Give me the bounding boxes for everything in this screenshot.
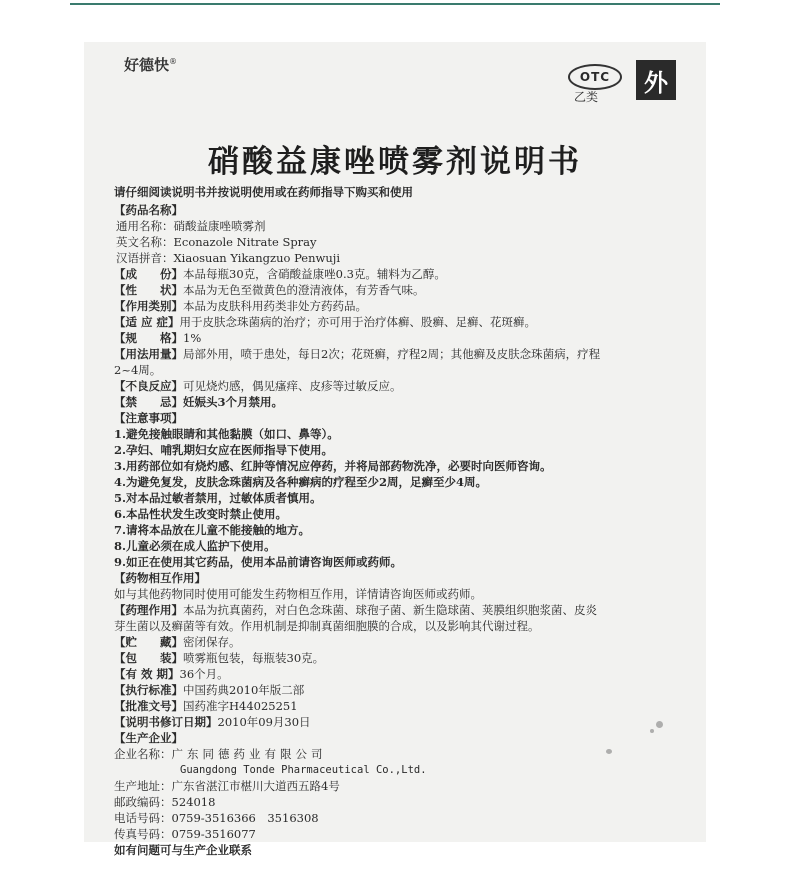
section-header-manufacturer: 【生产企业】 (114, 731, 183, 745)
storage: 【贮 藏】密闭保存。 (114, 635, 241, 649)
top-divider-line (70, 3, 720, 5)
standard: 【执行标准】中国药典2010年版二部 (114, 683, 305, 697)
precaution-item: 7.请将本品放在儿童不能接触的地方。 (114, 523, 311, 537)
generic-name: 通用名称：硝酸益康唑喷雾剂 (116, 219, 266, 233)
otc-badge: OTC (568, 64, 622, 90)
manufacturer-fax: 传真号码：0759-3516077 (114, 827, 256, 841)
category: 【作用类别】本品为皮肤科用药类非处方药药品。 (114, 299, 367, 313)
composition: 【成 份】本品每瓶30克，含硝酸益康唑0.3克。辅料为乙醇。 (114, 267, 446, 281)
reading-warning: 请仔细阅读说明书并按说明使用或在药师指导下购买和使用 (114, 185, 413, 199)
precaution-item: 2.孕妇、哺乳期妇女应在医师指导下使用。 (114, 443, 334, 457)
pharmacology: 【药理作用】本品为抗真菌药，对白色念珠菌、球孢子菌、新生隐球菌、荚膜组织胞浆菌、皮炎 (114, 603, 597, 617)
contraindications: 【禁 忌】妊娠头3个月禁用。 (114, 395, 284, 409)
section-header-precautions: 【注意事项】 (114, 411, 183, 425)
english-name: 英文名称：Econazole Nitrate Spray (116, 235, 317, 249)
revision-date: 【说明书修订日期】2010年09月30日 (114, 715, 311, 729)
precaution-item: 4.为避免复发，皮肤念珠菌病及各种癣病的疗程至少2周，足癣至少4周。 (114, 475, 488, 489)
external-use-badge: 外 (636, 60, 676, 100)
adverse-reactions: 【不良反应】可见烧灼感，偶见瘙痒、皮疹等过敏反应。 (114, 379, 402, 393)
manufacturer-phone: 电话号码：0759-3516366 3516308 (114, 811, 319, 825)
approval-number: 【批准文号】国药准字H44025251 (114, 699, 298, 713)
leaflet-body (114, 202, 694, 858)
section-header-interactions: 【药物相互作用】 (114, 571, 206, 585)
precaution-item: 1.避免接触眼睛和其他黏膜（如口、鼻等）。 (114, 427, 339, 441)
precaution-item: 8.儿童必须在成人监护下使用。 (114, 539, 276, 553)
pharmacology-cont: 芽生菌以及癣菌等有效。作用机制是抑制真菌细胞膜的合成，以及影响其代谢过程。 (114, 619, 540, 633)
otc-class-label: 乙类 (574, 90, 599, 104)
usage-dosage-cont: 2~4周。 (114, 363, 162, 377)
ink-blot (606, 749, 612, 754)
indications: 【适 应 症】用于皮肤念珠菌病的治疗；亦可用于治疗体癣、股癣、足癣、花斑癣。 (114, 315, 537, 329)
brand-logo: 好德快® (124, 56, 178, 74)
pinyin-name: 汉语拼音：Xiaosuan Yikangzuo Penwuji (116, 251, 341, 265)
page-title: 硝酸益康唑喷雾剂说明书 (208, 144, 582, 180)
ink-blot (650, 729, 654, 733)
precaution-item: 5.对本品过敏者禁用，过敏体质者慎用。 (114, 491, 322, 505)
manufacturer-address: 生产地址：广东省湛江市椹川大道西五路4号 (114, 779, 340, 793)
package: 【包 装】喷雾瓶包装，每瓶装30克。 (114, 651, 325, 665)
manufacturer-postcode: 邮政编码：524018 (114, 795, 216, 809)
footer-note: 如有问题可与生产企业联系 (114, 843, 252, 857)
section-header-drug-name: 【药品名称】 (114, 203, 183, 217)
validity: 【有 效 期】36个月。 (114, 667, 229, 681)
precaution-item: 9.如正在使用其它药品，使用本品前请咨询医师或药师。 (114, 555, 403, 569)
ink-blot (656, 721, 663, 728)
leaflet-paper (84, 42, 706, 857)
precaution-item: 6.本品性状发生改变时禁止使用。 (114, 507, 288, 521)
character: 【性 状】本品为无色至微黄色的澄清液体，有芳香气味。 (114, 283, 425, 297)
manufacturer-name: 企业名称：广东同德药业有限公司 (114, 747, 327, 761)
manufacturer-name-en: Guangdong Tonde Pharmaceutical Co.,Ltd. (180, 764, 427, 776)
usage-dosage: 【用法用量】局部外用，喷于患处，每日2次；花斑癣，疗程2周；其他癣及皮肤念珠菌病，疗程 (114, 347, 601, 361)
interactions-text: 如与其他药物同时使用可能发生药物相互作用，详情请咨询医师或药师。 (114, 587, 482, 601)
precaution-item: 3.用药部位如有烧灼感、红肿等情况应停药，并将局部药物洗净，必要时向医师咨询。 (114, 459, 552, 473)
specification: 【规 格】1% (114, 331, 202, 345)
